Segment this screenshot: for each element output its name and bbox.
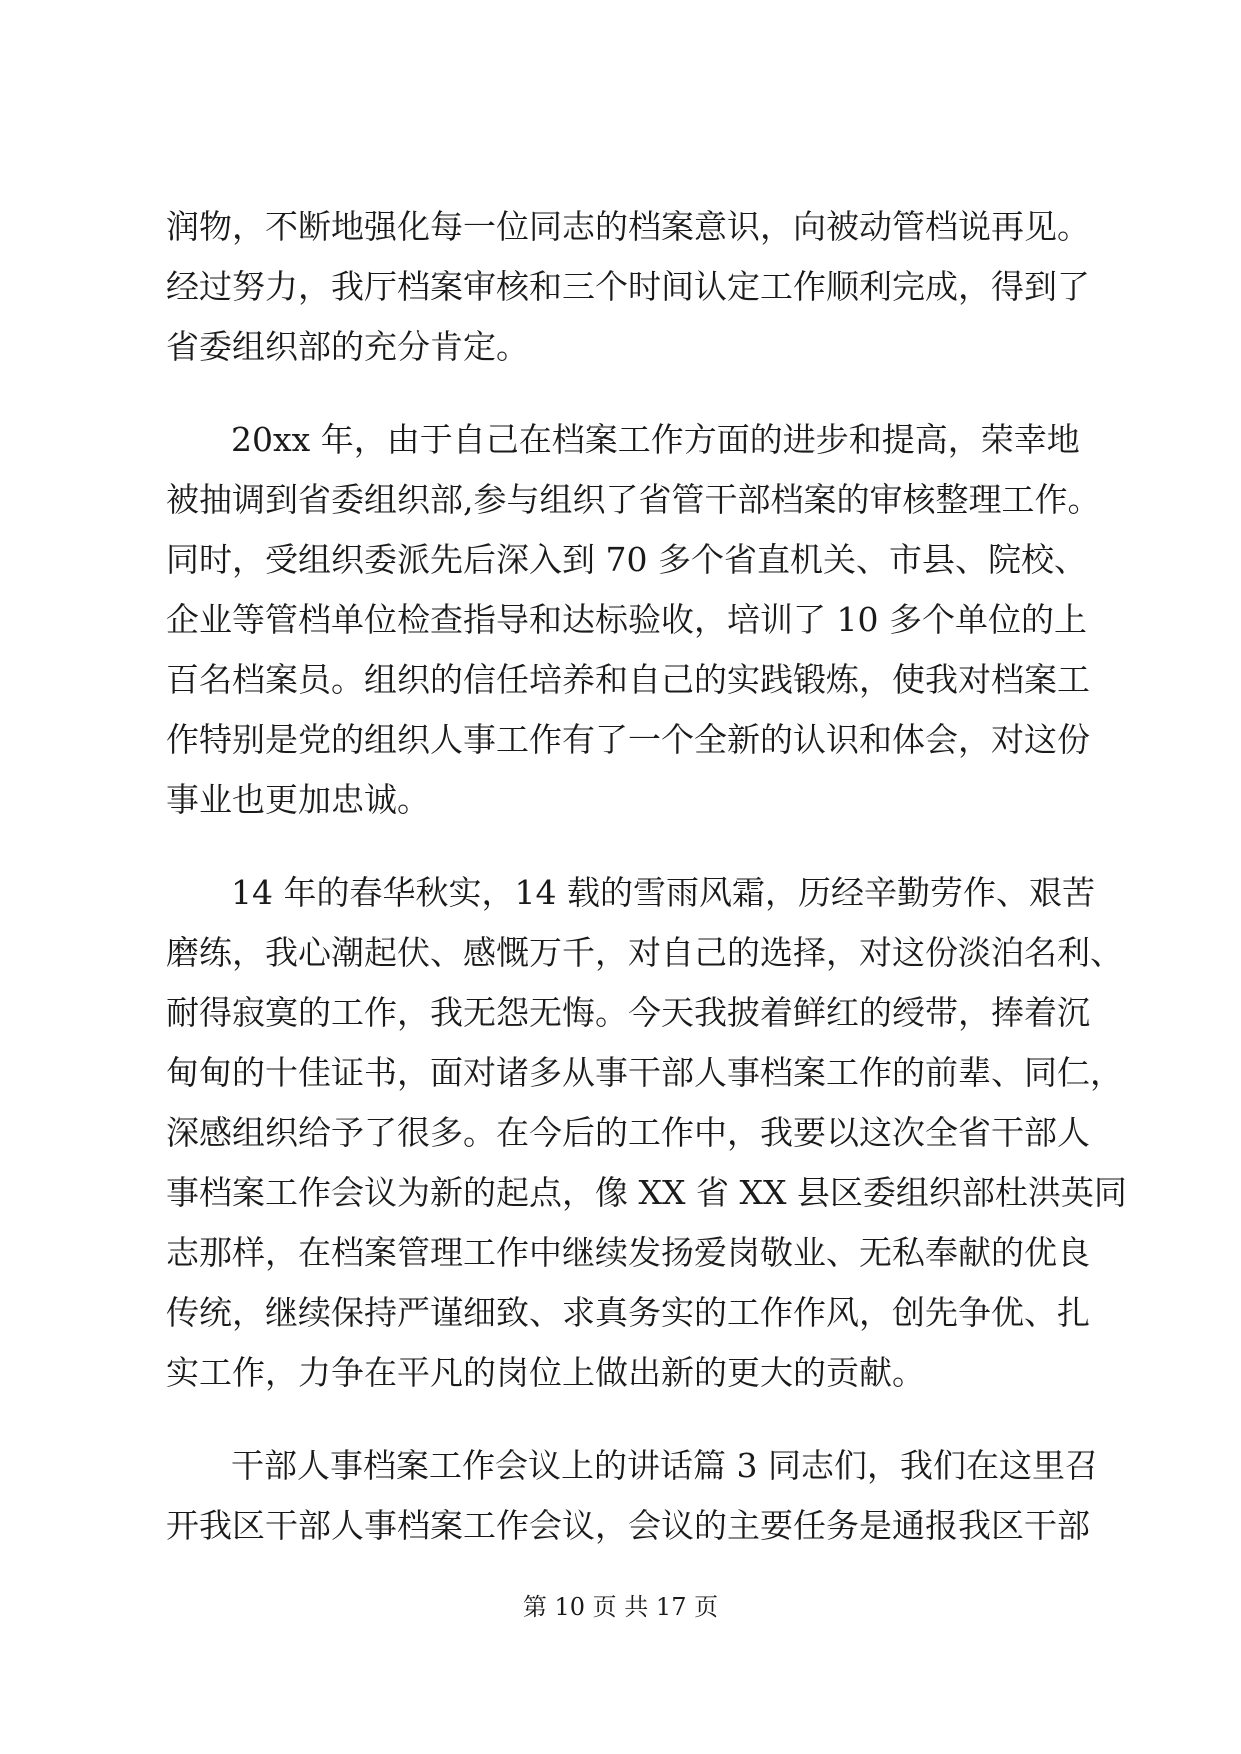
text-line: 甸甸的十佳证书，面对诸多从事干部人事档案工作的前辈、同仁，: [166, 1053, 1123, 1092]
text-line: 干部人事档案工作会议上的讲话篇 3 同志们，我们在这里召: [231, 1446, 1098, 1485]
text-line: 被抽调到省委组织部,参与组织了省管干部档案的审核整理工作。: [166, 480, 1101, 519]
text-line: 作特别是党的组织人事工作有了一个全新的认识和体会，对这份: [166, 720, 1090, 759]
text-line: 耐得寂寞的工作，我无怨无悔。今天我披着鲜红的绶带，捧着沉: [166, 993, 1090, 1032]
text-line: 同时，受组织委派先后深入到 70 多个省直机关、市县、院校、: [166, 540, 1087, 579]
text-line: 润物，不断地强化每一位同志的档案意识，向被动管档说再见。: [166, 207, 1090, 246]
text-line: 省委组织部的充分肯定。: [166, 327, 529, 366]
text-line: 传统，继续保持严谨细致、求真务实的工作作风，创先争优、扎: [166, 1293, 1090, 1332]
text-line: 经过努力，我厅档案审核和三个时间认定工作顺利完成，得到了: [166, 267, 1090, 306]
text-line: 志那样，在档案管理工作中继续发扬爱岗敬业、无私奉献的优良: [166, 1233, 1090, 1272]
text-line: 磨练，我心潮起伏、感慨万千，对自己的选择，对这份淡泊名利、: [166, 933, 1123, 972]
text-line: 事档案工作会议为新的起点，像 XX 省 XX 县区委组织部杜洪英同: [166, 1173, 1127, 1212]
text-line: 20xx 年，由于自己在档案工作方面的进步和提高，荣幸地: [231, 420, 1080, 459]
page-number-footer: 第 10 页 共 17 页: [522, 1593, 719, 1621]
text-line: 14 年的春华秋实，14 载的雪雨风霜，历经辛勤劳作、艰苦: [231, 873, 1095, 912]
text-line: 企业等管档单位检查指导和达标验收，培训了 10 多个单位的上: [166, 600, 1087, 639]
text-line: 实工作，力争在平凡的岗位上做出新的更大的贡献。: [166, 1353, 925, 1392]
text-line: 百名档案员。组织的信任培养和自己的实践锻炼，使我对档案工: [166, 660, 1090, 699]
text-line: 事业也更加忠诚。: [166, 780, 430, 819]
text-line: 深感组织给予了很多。在今后的工作中，我要以这次全省干部人: [166, 1113, 1090, 1152]
text-line: 开我区干部人事档案工作会议，会议的主要任务是通报我区干部: [166, 1506, 1090, 1545]
